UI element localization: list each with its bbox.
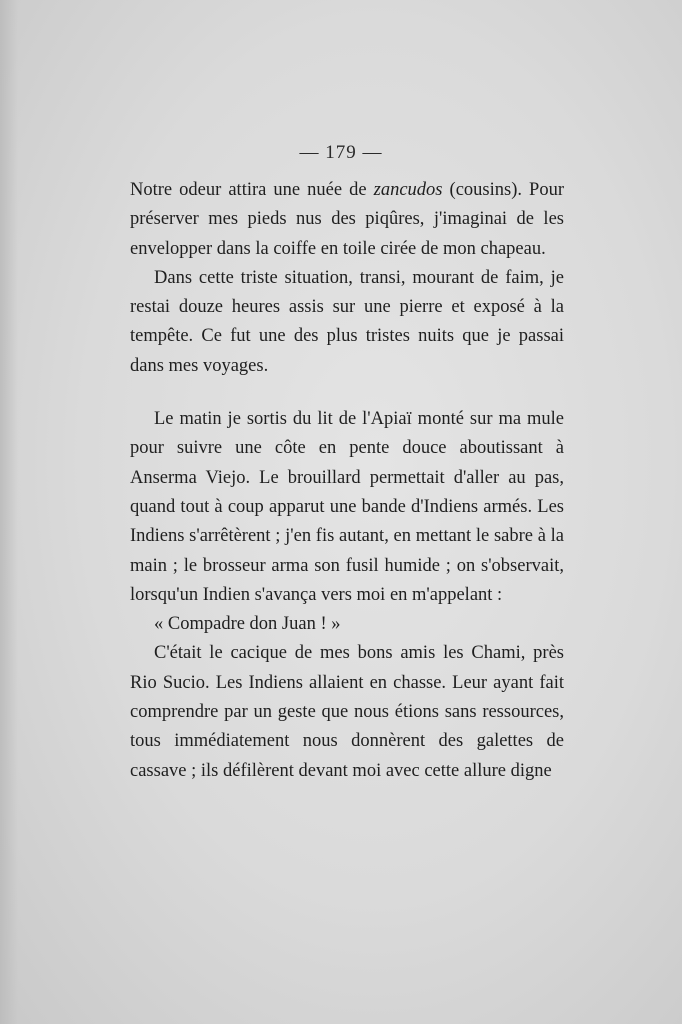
- paragraph-morning-indians: Le matin je sortis du lit de l'Apiaï monté sur ma mule pour suivre une côte en pente douce aboutissant à Anserma Viejo. Le brouillard permettait d'aller au pas, quand tout à coup apparut une bande d'Indiens armés. Les Indiens s'arrêtèrent ; j'en fis autant, en mettant le sabre à la main ; le brosseur arma son fusil humide ; on s'observait, lorsqu'un Indien s'avança vers moi en m'appelant :: [130, 409, 564, 605]
- paragraph-storm-night: Dans cette triste situation, transi, mourant de faim, je restai douze heures assis sur une pierre et exposé à la tempête. Ce fut une des plus tristes nuits que je passai dans mes voyages.: [130, 267, 564, 376]
- paragraph-1-start: Notre odeur attira une nuée de: [130, 180, 374, 200]
- italic-term: zancudos: [373, 180, 443, 200]
- paragraph-1-end: (cousins). Pour préserver mes pieds nus des piqûres, j'imaginai de les envelopper dans la coiffe en toile cirée de mon chapeau.: [130, 180, 564, 259]
- paragraph-cacique: C'était le cacique de mes bons amis les Chami, près Rio Sucio. Les Indiens allaient en chasse. Leur ayant fait comprendre par un geste que nous étions sans ressources, tous immédiatement nous donnèrent des galettes de cassave ; ils défilèrent devant moi avec cette allure digne: [130, 643, 564, 781]
- page-number: — 179 —: [299, 142, 383, 163]
- paragraph-zancudos: [130, 176, 564, 264]
- paragraph-quote: « Compadre don Juan ! »: [154, 614, 341, 635]
- body-text: [130, 176, 564, 786]
